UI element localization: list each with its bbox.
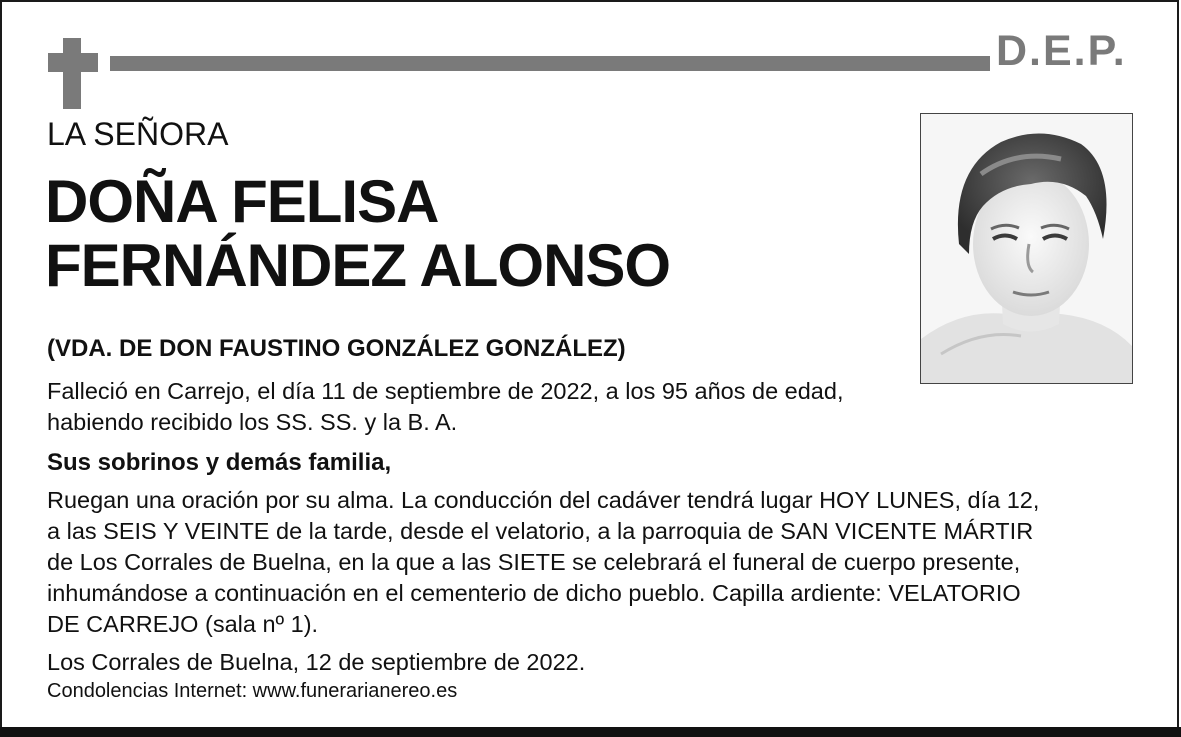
honorific-title: LA SEÑORA [47,116,229,152]
cross-icon-vertical [63,38,81,109]
widow-of-line: (VDA. DE DON FAUSTINO GONZÁLEZ GONZÁLEZ) [47,335,626,362]
funeral-request-line: Ruegan una oración por su alma. La conducción del cadáver tendrá lugar HOY LUNES, día 12, [47,487,1040,513]
deceased-name [45,170,670,298]
portrait-photo [920,113,1133,384]
deceased-name-line1: DOÑA FELISA [45,168,439,235]
bottom-rule [0,727,1181,737]
signers: Sus sobrinos y demás familia, [47,449,392,476]
death-notice-line: Falleció en Carrejo, el día 11 de septiembre de 2022, a los 95 años de edad, [47,378,844,404]
dep-heading: D.E.P. [996,27,1127,75]
funeral-request [47,485,1039,640]
portrait-illustration [921,114,1132,383]
funeral-request-line: de Los Corrales de Buelna, en la que a las SIETE se celebrará el funeral de cuerpo presente, [47,549,1021,575]
death-notice-line: habiendo recibido los SS. SS. y la B. A. [47,409,458,435]
deceased-name-line2: FERNÁNDEZ ALONSO [45,232,671,299]
cross-icon-horizontal [48,53,98,72]
death-notice [47,376,843,438]
header-rule [110,56,990,71]
condolences-line: Condolencias Internet: www.funerarianereo.es [47,680,458,702]
funeral-request-line: DE CARREJO (sala nº 1). [47,611,319,637]
funeral-request-line: inhumándose a continuación en el cementerio de dicho pueblo. Capilla ardiente: VELATORIO [47,580,1021,606]
funeral-request-line: a las SEIS Y VEINTE de la tarde, desde el velatorio, a la parroquia de SAN VICENTE MÁRTIR [47,518,1034,544]
place-date: Los Corrales de Buelna, 12 de septiembre de 2022. [47,649,586,675]
